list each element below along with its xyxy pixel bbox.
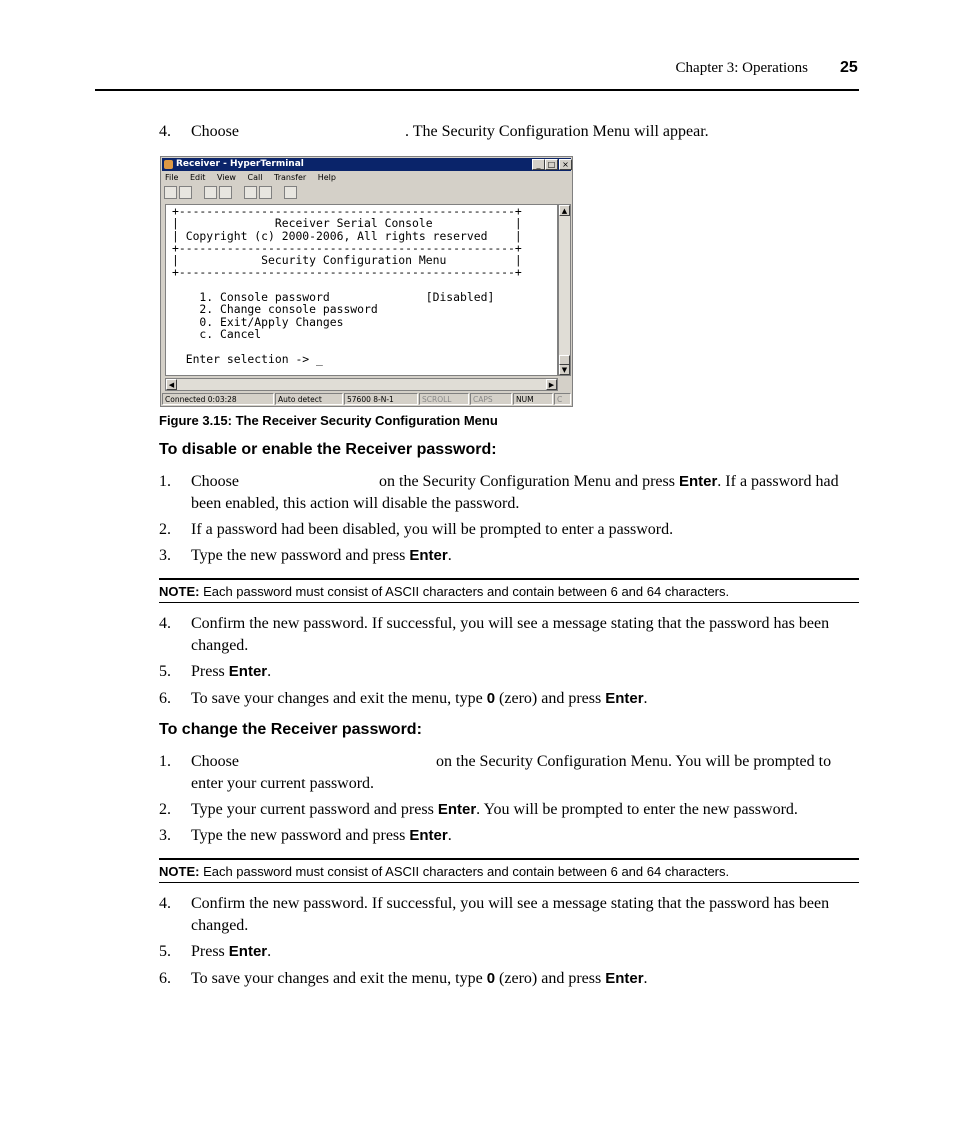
minimize-button[interactable]: _ [532,159,545,170]
step-number: 4. [159,123,171,140]
step-text: Choose [191,473,239,490]
list-item [159,471,859,515]
step-number: 1. [159,753,171,770]
window-titlebar [162,158,571,171]
step-number: 6. [159,690,171,707]
disconnect-icon[interactable] [219,186,232,199]
properties-icon[interactable] [284,186,297,199]
note-text: Each password must consist of ASCII characters and contain between 6 and 64 characters. [199,584,730,599]
step-number: 2. [159,801,171,818]
key-name: Enter [409,827,448,844]
step-text: (zero) and press [499,690,602,707]
key-name: Enter [409,547,448,564]
new-icon[interactable] [164,186,177,199]
list-item [159,751,859,795]
step-text: Press [191,663,225,680]
step-text: Choose [191,753,239,770]
step-text: . [447,547,452,564]
status-caps: CAPS [470,393,512,405]
running-header-chapter: Chapter 3: Operations [675,60,808,76]
list-item [159,968,859,990]
step-text: on the Security Configuration Menu. You will be prompted to enter your current password. [191,753,832,792]
status-capture: C [554,393,571,405]
key-name: Enter [228,943,268,960]
window-title: Receiver - HyperTerminal [176,159,304,169]
list-item [159,941,859,963]
status-connected: Connected 0:03:28 [162,393,274,405]
step-text: To save your changes and exit the menu, type [191,970,483,987]
send-icon[interactable] [244,186,257,199]
step-number: 4. [159,615,171,632]
list-item [159,799,859,821]
step-number: 3. [159,547,171,564]
header-rule [95,89,859,91]
note-label: NOTE: [159,584,200,599]
scroll-left-icon[interactable]: ◀ [166,379,177,390]
scroll-down-icon[interactable]: ▼ [559,364,570,375]
hyperterminal-icon [164,160,173,169]
key-name: Enter [605,970,644,987]
step-text: (zero) and press [499,970,602,987]
list-item [159,545,859,567]
step-text: . [267,663,272,680]
connect-icon[interactable] [204,186,217,199]
step-text: Confirm the new password. If successful, you will see a message stating that the password has been changed. [191,895,830,934]
step-text: . [643,690,648,707]
key-name: Enter [437,801,477,818]
key-name: Enter [605,690,644,707]
horizontal-scrollbar[interactable] [165,378,558,391]
hyperterminal-screenshot [160,156,573,407]
page-number: 25 [840,59,858,76]
step-text: on the Security Configuration Menu and press [379,473,675,490]
menu-bar [165,173,345,182]
step-text: Choose [191,123,239,140]
step-number: 4. [159,895,171,912]
step-number: 3. [159,827,171,844]
list-item [159,825,859,847]
step-text: If a password had been disabled, you will be prompted to enter a password. [191,521,674,538]
list-item [159,613,859,657]
note-text: Each password must consist of ASCII characters and contain between 6 and 64 characters. [199,864,730,879]
open-icon[interactable] [179,186,192,199]
receive-icon[interactable] [259,186,272,199]
step-number: 5. [159,943,171,960]
section-heading: To disable or enable the Receiver password: [159,441,497,458]
step-text: . [267,943,272,960]
status-num: NUM [513,393,553,405]
step-text: . The Security Configuration Menu will appear. [405,123,709,140]
step-text: . If a password had been enabled, this action will disable the password. [191,473,839,512]
key-name: Enter [678,473,718,490]
close-button[interactable]: × [559,159,572,170]
step-number: 2. [159,521,171,538]
status-port-settings: 57600 8-N-1 [344,393,418,405]
step-text: To save your changes and exit the menu, type [191,690,483,707]
status-scroll: SCROLL [419,393,469,405]
note-box [159,578,859,603]
terminal-text: +-------------------------------------------------+ | Receiver Serial Console | | Copyright (c) 2000-2006, All rights reserved | +-------------------------------------------------+ | Security Configuration Menu | +-------------------------------------------------+ 1. Console password [Disabled] 2. Change console password 0. Exit/Apply Changes c. Cancel Enter selection -> _ [172,204,522,366]
step-text: Type your current password and press [191,801,434,818]
figure-caption: Figure 3.15: The Receiver Security Configuration Menu [159,413,498,428]
menu-transfer[interactable]: Transfer [274,173,307,182]
step-text: Type the new password and press [191,827,406,844]
list-item [159,661,859,683]
vertical-scrollbar[interactable] [558,204,571,376]
menu-edit[interactable]: Edit [189,173,206,182]
scroll-right-icon[interactable]: ▶ [546,379,557,390]
step-text: . [447,827,452,844]
terminal-area[interactable] [165,204,558,376]
step-text: . You will be prompted to enter the new password. [476,801,798,818]
list-item [159,519,859,541]
scroll-up-icon[interactable]: ▲ [559,205,570,216]
step-number: 5. [159,663,171,680]
note-label: NOTE: [159,864,200,879]
menu-view[interactable]: View [216,173,236,182]
scroll-thumb[interactable] [559,355,570,365]
key-name: 0 [486,970,496,987]
step-text: Confirm the new password. If successful, you will see a message stating that the password has been changed. [191,615,830,654]
status-bar [162,393,571,405]
status-detect: Auto detect [275,393,343,405]
key-name: 0 [486,690,496,707]
menu-call[interactable]: Call [247,173,263,182]
step-number: 1. [159,473,171,490]
note-box [159,858,859,883]
section-heading: To change the Receiver password: [159,721,422,738]
list-item [159,893,859,937]
menu-help[interactable]: Help [317,173,336,182]
step-text: Press [191,943,225,960]
list-item [159,688,859,710]
step-text: Type the new password and press [191,547,406,564]
menu-file[interactable]: File [165,173,179,182]
intro-step [159,121,859,143]
step-text: . [643,970,648,987]
key-name: Enter [228,663,268,680]
step-number: 6. [159,970,171,987]
maximize-button[interactable]: □ [545,159,558,170]
